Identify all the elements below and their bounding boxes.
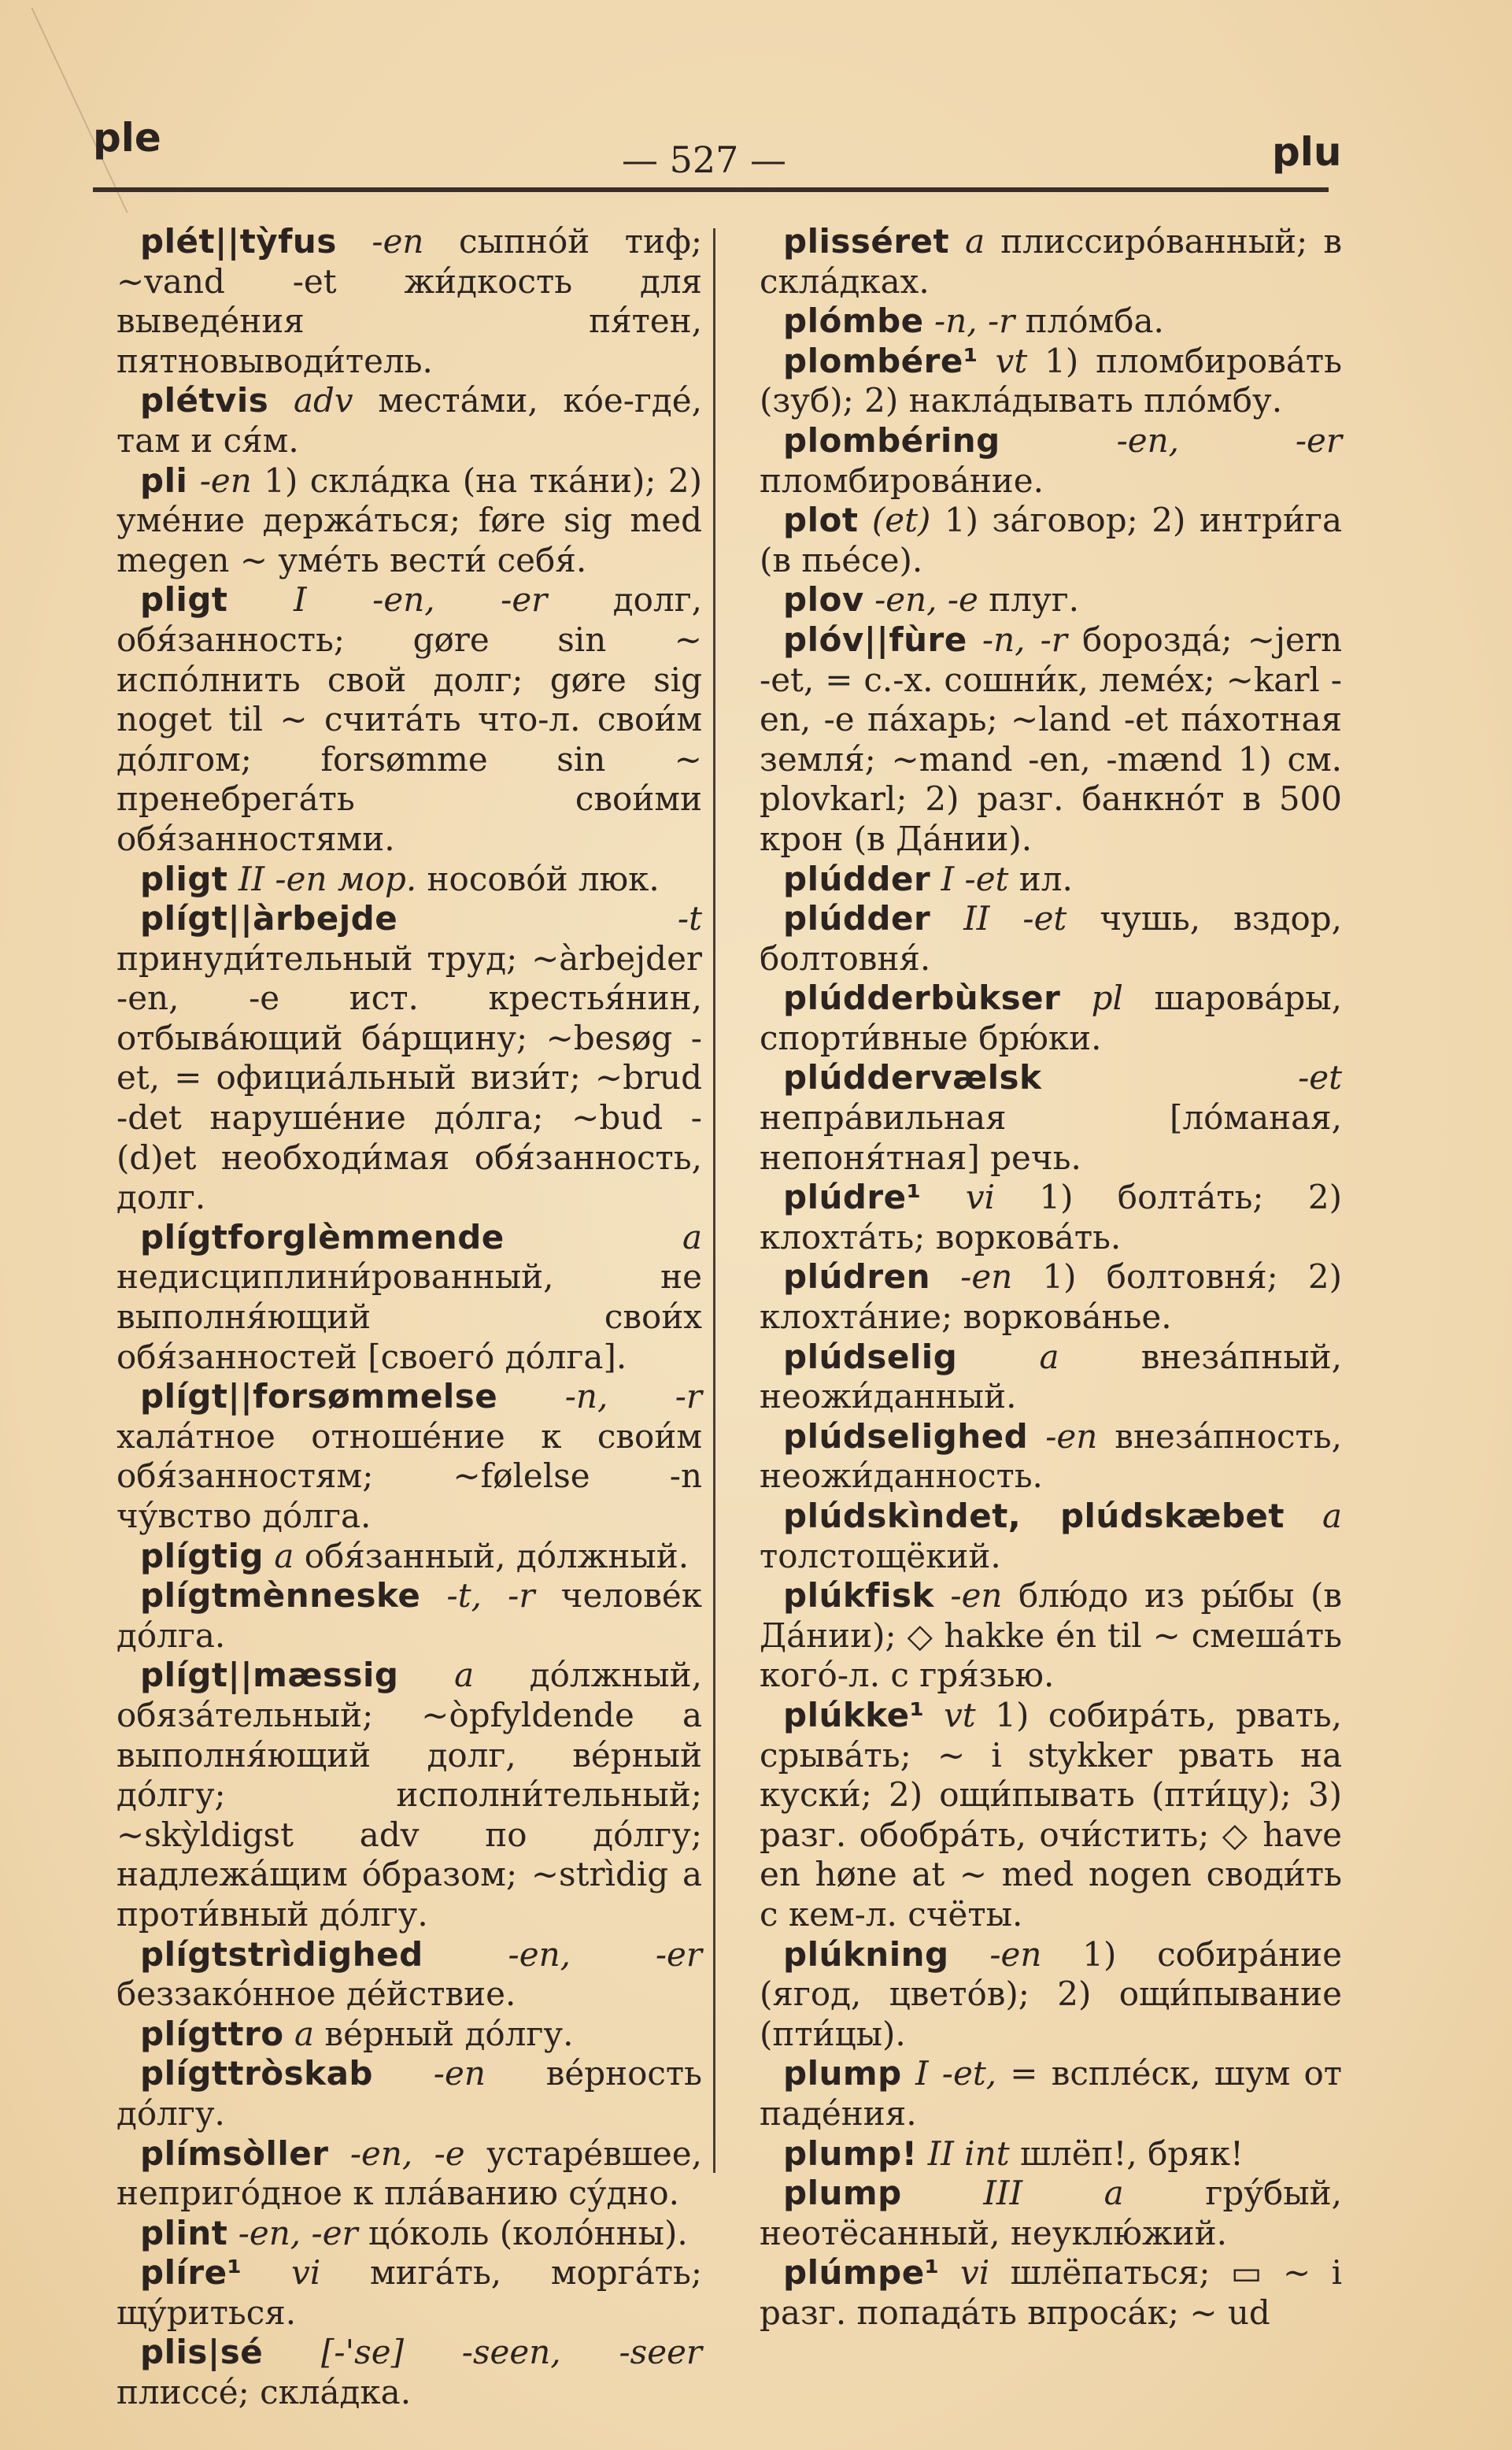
entry-definition: недисциплини́рованный, не выполня́ющий свои́х обя́занностей [своего́ до́лга].: [116, 1257, 702, 1376]
dictionary-entry: [116, 860, 702, 900]
entry-headword: plígtmènneske: [140, 1576, 421, 1615]
dictionary-entry: [760, 2134, 1342, 2174]
dictionary-entry: [760, 1338, 1342, 1417]
entry-definition: ил.: [1018, 859, 1073, 898]
entry-definition: пломбирова́ние.: [760, 461, 1044, 500]
dictionary-entry: [116, 2214, 702, 2254]
dictionary-entry: [116, 2015, 702, 2055]
entry-headword: plúdderbùkser: [783, 979, 1061, 1018]
entry-headword: plot: [783, 501, 859, 540]
entry-grammar: a: [965, 222, 985, 261]
entry-grammar: -en, -er: [1116, 420, 1342, 460]
entry-headword: plúkning: [783, 1934, 949, 1974]
entry-headword: plúdder: [783, 899, 931, 938]
dictionary-entry: [760, 899, 1342, 979]
entry-grammar: vi: [291, 2253, 321, 2293]
dictionary-entry: [760, 2054, 1342, 2134]
entry-headword: plombéring: [783, 420, 1000, 460]
dictionary-entry: [116, 899, 702, 1218]
dictionary-entry: [760, 2253, 1342, 2333]
entry-grammar: [-'se] -seen, -seer: [321, 2333, 702, 2372]
entry-grammar: -en: [1045, 1416, 1098, 1456]
dictionary-entry: [760, 1497, 1342, 1576]
entry-headword: plígtig: [140, 1536, 264, 1575]
entry-definition: места́ми, ко́е-где́, там и ся́м.: [116, 381, 702, 460]
column-divider: [713, 228, 715, 2173]
entry-grammar: II int: [927, 2134, 1010, 2173]
entry-definition: 1) собира́ть, рвать, срыва́ть; ~ i stykker рвать на куски́; 2) ощи́пывать (пти́цу); 3) разг. обобра́ть, очи́стить; ◇ have en høne at ~ med nogen своди́ть с кем-л. счёты.: [760, 1695, 1342, 1934]
entry-definition: беззако́нное де́йствие.: [116, 1974, 516, 2014]
entry-headword: plígtstrìdighed: [140, 1934, 423, 1974]
dictionary-entry: [760, 2174, 1342, 2253]
dictionary-entry: [760, 1576, 1342, 1696]
entry-grammar: -en, -er: [238, 2213, 358, 2252]
entry-headword: plétvis: [140, 381, 269, 420]
entry-grammar: adv: [293, 381, 353, 420]
entry-definition: внеза́пность, неожи́данность.: [760, 1416, 1342, 1496]
entry-definition: долг, обя́занность; gøre sin ~ испо́лнить свой долг; gøre sig noget til ~ счита́ть что-л. свои́м до́лгом; forsømme sin ~ пренебрега́ть свои́ми обя́занностями.: [116, 580, 702, 858]
dictionary-entry: [116, 1537, 702, 1577]
entry-headword: plóv||fùre: [783, 620, 967, 659]
entry-grammar: -t: [677, 899, 702, 938]
entry-headword: plint: [140, 2213, 228, 2252]
entry-definition: 1) болтовня́; 2) клохта́ние; воркова́нье.: [760, 1257, 1342, 1337]
entry-headword: plúdre¹: [783, 1178, 922, 1217]
entry-definition: до́лжный, обяза́тельный; ~òpfyldende a выполня́ющий долг, ве́рный до́лгу; исполни́тельный; ~skỳldigst adv по до́лгу; надлежа́щим о́бразом; ~strìdig a проти́вный до́лгу.: [116, 1656, 702, 1934]
entry-grammar: -n, -r: [564, 1377, 702, 1416]
right-guide-word: plu: [1272, 129, 1342, 175]
entry-headword: pli: [140, 461, 188, 500]
dictionary-entry: [760, 222, 1342, 302]
entry-grammar: -en: [199, 461, 252, 500]
entry-headword: plíre¹: [140, 2253, 242, 2293]
dictionary-entry: [116, 1377, 702, 1536]
entry-definition: непра́вильная [ло́маная, непоня́тная] речь.: [760, 1098, 1342, 1177]
entry-grammar: -n, -r: [982, 620, 1067, 659]
entry-headword: plét||tỳfus: [140, 222, 337, 261]
left-guide-word: ple: [93, 115, 161, 161]
entry-definition: толстощёкий.: [760, 1536, 1001, 1575]
entry-definition: устаре́вшее, неприго́дное к пла́ванию су́дно.: [116, 2134, 702, 2213]
dictionary-entry: [116, 2333, 702, 2412]
entry-headword: plump!: [783, 2134, 918, 2173]
entry-grammar: -t, -r: [446, 1576, 535, 1615]
dictionary-entry: [760, 580, 1342, 620]
dictionary-entry: [116, 381, 702, 461]
entry-definition: вспле́ск, шум от паде́ния.: [760, 2054, 1342, 2133]
dictionary-entry: [760, 1257, 1342, 1337]
entry-headword: plígttro: [140, 2014, 284, 2053]
entry-definition: носово́й люк.: [427, 859, 660, 898]
entry-grammar: II -et: [963, 899, 1067, 938]
entry-headword: plúdskìndet, plúdskæbet: [783, 1497, 1285, 1535]
entry-grammar: -en, -er: [508, 1934, 702, 1974]
entry-definition: 1) собира́ние (ягод, цвето́в); 2) ощи́пывание (пти́цы).: [760, 1934, 1342, 2053]
dictionary-entry: [116, 461, 702, 581]
entry-grammar: -en, -e: [874, 580, 978, 620]
paper-fold-mark: [31, 8, 253, 213]
dictionary-entry: [760, 1058, 1342, 1178]
entry-grammar: a: [1039, 1337, 1059, 1376]
entry-definition: цо́коль (коло́нны).: [368, 2213, 688, 2252]
entry-grammar: -en: [950, 1576, 1003, 1615]
entry-grammar: I -et: [941, 859, 1009, 898]
entry-headword: plombére¹: [783, 341, 978, 380]
entry-definition: плуг.: [989, 580, 1080, 620]
dictionary-entry: [760, 302, 1342, 342]
entry-headword: plígtforglèmmende: [140, 1217, 505, 1256]
entry-definition: мига́ть, морга́ть; щу́риться.: [116, 2253, 702, 2332]
entry-headword: plúdselighed: [783, 1416, 1029, 1456]
entry-definition: гру́бый, неотёсанный, неуклю́жий.: [760, 2174, 1343, 2252]
entry-grammar: -en: [960, 1257, 1013, 1297]
entry-grammar: -en: [372, 222, 424, 261]
entry-grammar: I -et, =: [915, 2054, 1038, 2093]
entry-definition: борозда́; ~jern -et, = с.-х. сошни́к, леме́х; ~karl -en, -e па́харь; ~land -et па́хотная земля́; ~mand -en, -mænd 1) см. plovkarl; 2) разг. банкно́т в 500 крон (в Да́нии).: [760, 620, 1342, 858]
dictionary-entry: [116, 580, 702, 859]
entry-definition: обя́занный, до́лжный.: [304, 1536, 689, 1575]
dictionary-entry: [116, 2134, 702, 2214]
entry-definition: хала́тное отноше́ние к свои́м обя́занностям; ~følelse -n чу́вство до́лга.: [116, 1416, 702, 1535]
entry-grammar: vt: [995, 341, 1028, 380]
entry-definition: челове́к до́лга.: [116, 1576, 703, 1655]
dictionary-entry: [116, 2253, 702, 2333]
dictionary-entry: [760, 421, 1342, 501]
entry-definition: блю́до из ры́бы (в Да́нии); ◇ hakke én til ~ смеша́ть кого́-л. с гря́зью.: [760, 1576, 1342, 1695]
entry-grammar: vt: [944, 1695, 976, 1734]
entry-grammar: a: [274, 1536, 294, 1575]
dictionary-entry: [116, 222, 702, 381]
dictionary-entry: [116, 1576, 702, 1656]
entry-headword: plígt||forsømmelse: [140, 1377, 498, 1416]
entry-headword: plúdren: [783, 1257, 931, 1297]
entry-grammar: III a: [983, 2174, 1124, 2213]
dictionary-entry: [760, 860, 1342, 900]
entry-definition: плиссиро́ванный; в скла́дках.: [760, 222, 1342, 301]
entry-grammar: a: [682, 1217, 702, 1256]
entry-headword: plov: [783, 580, 864, 620]
entry-definition: пло́мба.: [1025, 302, 1164, 341]
entry-grammar: -et: [1298, 1058, 1342, 1097]
entry-headword: plúddervælsk: [783, 1058, 1042, 1097]
entry-definition: плиссе́; скла́дка.: [116, 2373, 412, 2412]
entry-definition: 1) скла́дка (на тка́ни); 2) уме́ние держа́ться; føre sig med megen ~ уме́ть вести́ себя́.: [116, 461, 702, 579]
entry-grammar: -en: [989, 1934, 1042, 1974]
entry-headword: plis|sé: [140, 2333, 264, 2372]
entry-grammar: II -en мор.: [238, 859, 417, 898]
entry-grammar: pl: [1091, 979, 1123, 1018]
entry-grammar: -n, -r: [934, 302, 1015, 341]
entry-definition: 1) за́говор; 2) интри́га (в пье́се).: [760, 501, 1342, 579]
entry-headword: plúkfisk: [783, 1576, 934, 1615]
entry-definition: сыпно́й тиф; ~vand -et жи́дкость для выведе́ния пя́тен, пятновыводи́тель.: [116, 222, 703, 380]
entry-headword: plump: [783, 2174, 902, 2213]
entry-headword: plúkke¹: [783, 1695, 925, 1734]
entry-grammar: -en, -e: [349, 2134, 465, 2173]
header-rule: [93, 187, 1329, 192]
entry-headword: pligt: [140, 859, 228, 898]
entry-definition: ве́рность до́лгу.: [116, 2054, 702, 2133]
entry-headword: pligt: [140, 580, 228, 620]
entry-headword: plump: [783, 2054, 902, 2093]
entry-definition: шарова́ры, спорти́вные брю́ки.: [760, 979, 1342, 1057]
entry-grammar: vi: [965, 1178, 996, 1217]
entry-definition: шлёп!, бряк!: [1019, 2134, 1244, 2173]
entry-grammar: -en: [433, 2054, 486, 2093]
dictionary-entry: [760, 342, 1342, 421]
right-column: [760, 222, 1342, 2333]
entry-definition: ве́рный до́лгу.: [324, 2014, 574, 2053]
entry-headword: plúdder: [783, 859, 931, 898]
dictionary-entry: [760, 620, 1342, 860]
entry-headword: plúmpe¹: [783, 2253, 940, 2293]
entry-definition: внеза́пный, неожи́данный.: [760, 1337, 1342, 1416]
entry-headword: plígt||mæssig: [140, 1656, 399, 1695]
entry-grammar: a: [1322, 1497, 1342, 1535]
entry-definition: 1) болта́ть; 2) клохта́ть; воркова́ть.: [760, 1178, 1342, 1256]
dictionary-entry: [760, 979, 1342, 1058]
entry-headword: plígt||àrbejde: [140, 899, 398, 938]
dictionary-entry: [116, 2054, 702, 2134]
entry-headword: plúdselig: [783, 1337, 958, 1376]
entry-grammar: vi: [960, 2253, 990, 2293]
entry-grammar: (et): [871, 501, 931, 540]
dictionary-entry: [760, 501, 1342, 580]
dictionary-entry: [116, 1935, 702, 2015]
entry-definition: чушь, вздор, болтовня́.: [760, 899, 1342, 978]
entry-definition: шлёпаться; ▭ ~ i разг. попада́ть впроса́к; ~ ud: [760, 2253, 1343, 2332]
dictionary-entry: [760, 1696, 1342, 1935]
entry-headword: plómbe: [783, 302, 924, 341]
entry-headword: plígttròskab: [140, 2054, 373, 2093]
entry-grammar: a: [454, 1656, 475, 1695]
entry-grammar: I -en, -er: [294, 580, 548, 620]
entry-definition: 1) пломбирова́ть (зуб); 2) накла́дывать пло́мбу.: [760, 341, 1342, 420]
dictionary-entry: [116, 1656, 702, 1934]
page-number: — 527 —: [622, 139, 787, 181]
entry-definition: принуди́тельный труд; ~àrbejder -en, -e ист. крестья́нин, отбыва́ющий ба́рщину; ~besøg -et, = официа́льный визи́т; ~brud -det наруше́ние до́лга; ~bud -(d)et необходи́мая обя́занность, долг.: [116, 938, 702, 1217]
dictionary-entry: [760, 1935, 1342, 2055]
dictionary-entry: [760, 1417, 1342, 1497]
dictionary-entry: [760, 1178, 1342, 1257]
dictionary-entry: [116, 1218, 702, 1377]
entry-grammar: a: [294, 2014, 315, 2053]
entry-headword: plisséret: [783, 222, 950, 261]
left-column: [116, 222, 702, 2413]
entry-headword: plímsòller: [140, 2134, 329, 2173]
